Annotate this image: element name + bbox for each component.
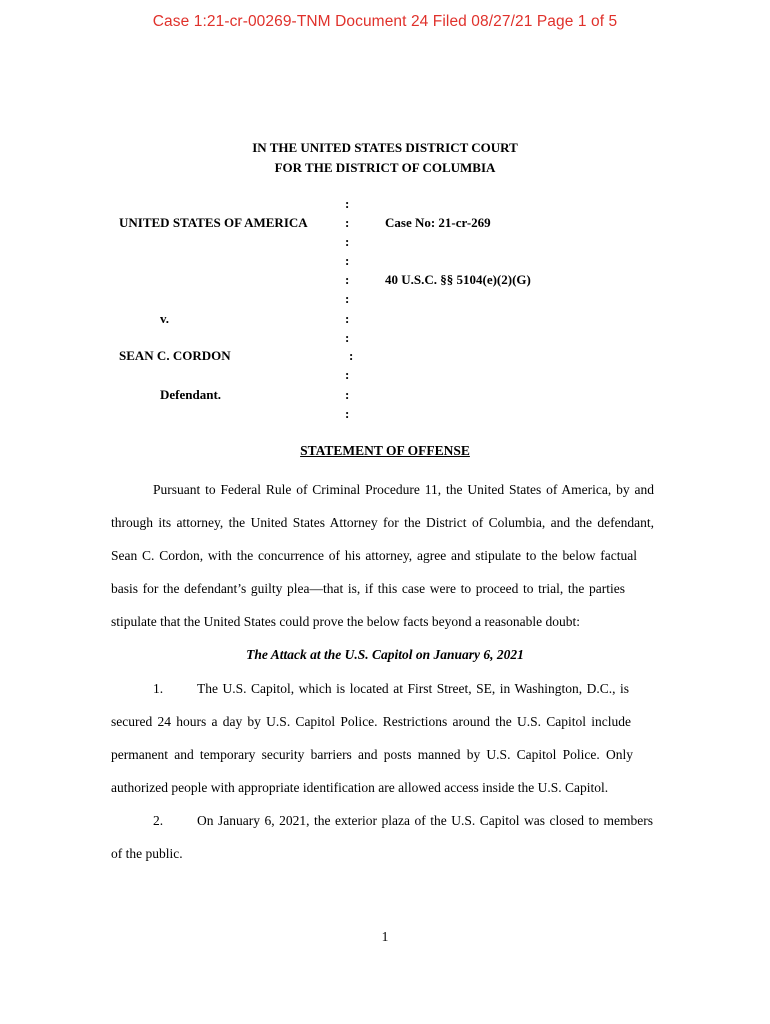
caption-case-number: Case No: 21-cr-269 — [385, 215, 491, 230]
section-subheading: The Attack at the U.S. Capitol on January 6, 2021 — [246, 647, 524, 662]
caption-divider-colon: : — [345, 291, 350, 306]
court-title-line-1: IN THE UNITED STATES DISTRICT COURT — [252, 140, 518, 155]
paragraph-line: authorized people with appropriate identification are allowed access inside the U.S. Capitol. — [111, 780, 609, 795]
caption-divider-colon: : — [345, 215, 350, 230]
caption-divider-colon: : — [345, 196, 350, 211]
caption-divider-colon: : — [345, 330, 350, 345]
caption-plaintiff: UNITED STATES OF AMERICA — [119, 215, 308, 230]
caption-divider-colon: : — [345, 367, 350, 382]
paragraph-line: of the public. — [111, 846, 183, 861]
paragraph-line: On January 6, 2021, the exterior plaza of the U.S. Capitol was closed to members — [197, 813, 653, 828]
caption-divider-colon: : — [345, 272, 350, 287]
caption-divider-colon: : — [349, 348, 354, 363]
case-header-stamp: Case 1:21-cr-00269-TNM Document 24 Filed 08/27/21 Page 1 of 5 — [152, 13, 618, 30]
intro-line: through its attorney, the United States Attorney for the District of Columbia, and the defendant, — [111, 515, 654, 530]
caption-versus: v. — [160, 311, 170, 326]
caption-divider-colon: : — [345, 387, 350, 402]
paragraph-line: secured 24 hours a day by U.S. Capitol Police. Restrictions around the U.S. Capitol include — [111, 714, 631, 729]
caption-divider-colon: : — [345, 234, 350, 249]
caption-defendant-name: SEAN C. CORDON — [119, 348, 231, 363]
paragraph-number: 2. — [153, 813, 164, 828]
caption-divider-colon: : — [345, 311, 350, 326]
intro-line: basis for the defendant’s guilty plea—that is, if this case were to proceed to trial, the parties — [111, 581, 625, 596]
intro-line: Pursuant to Federal Rule of Criminal Procedure 11, the United States of America, by and — [153, 482, 654, 497]
caption-statute: 40 U.S.C. §§ 5104(e)(2)(G) — [385, 272, 531, 287]
page-number: 1 — [381, 929, 389, 944]
court-title-line-2: FOR THE DISTRICT OF COLUMBIA — [274, 160, 496, 175]
court-title — [0, 138, 770, 178]
caption-divider-colon: : — [345, 253, 350, 268]
paragraph-line: permanent and temporary security barriers and posts manned by U.S. Capitol Police. Only — [111, 747, 633, 762]
paragraph-number: 1. — [153, 681, 164, 696]
paragraph-line: The U.S. Capitol, which is located at First Street, SE, in Washington, D.C., is — [197, 681, 629, 696]
statement-title: STATEMENT OF OFFENSE — [300, 443, 470, 458]
caption-defendant-label: Defendant. — [160, 387, 222, 402]
intro-line: Sean C. Cordon, with the concurrence of his attorney, agree and stipulate to the below factual — [111, 548, 637, 563]
intro-line: stipulate that the United States could prove the below facts beyond a reasonable doubt: — [111, 614, 580, 629]
caption-divider-colon: : — [345, 406, 350, 421]
